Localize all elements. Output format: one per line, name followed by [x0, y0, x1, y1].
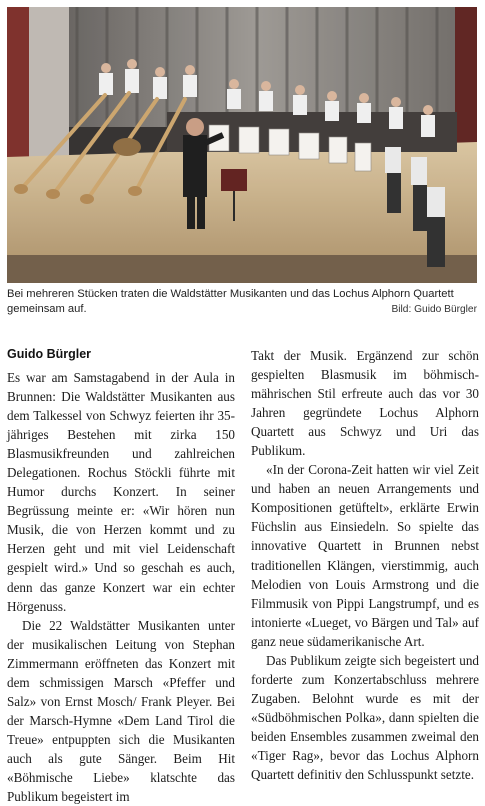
- paragraph: «In der Corona-Zeit hatten wir viel Zeit und haben an neuen Arrangements und Kompositionen getüftelt», erklärte Erwin Füchslin aus Einsiedeln. So spielte das innovative Quartett in Brunnen nebst traditionellen Klängen, vierstimmig, auch Melodien von Louis Armstrong und die Filmmusik von Pippi Langstrumpf, und es intonierte «Lueget, vo Bärgen und Tal» auf ganz neue südamerikanische Art.: [251, 462, 479, 649]
- caption-text: Bei mehreren Stücken traten die Waldstätter Musikanten und das Lochus Alphorn Quartett gemeinsam auf.: [7, 288, 454, 315]
- concert-photo-illustration: [7, 7, 477, 283]
- article-column-right: [251, 346, 479, 784]
- paragraph: Die 22 Waldstätter Musikanten unter der musikalischen Leitung von Stephan Zimmermann eröffneten das Konzert mit dem schmissigen Marsch «Pfeffer und Salz» von Ernst Mosch/ Frank Pleyer. Bei der Marsch-Hymne «Dem Land Tirol die Treue» entpuppten sich die Musikanten auch als gute Sänger. Beim Hit «Böhmische Liebe» klatschte das Publikum begeistert im: [7, 617, 235, 805]
- photo-credit: Bild: Guido Bürgler: [391, 304, 477, 315]
- concert-photo: [7, 7, 477, 283]
- author-name: Guido Bürgler: [7, 347, 92, 361]
- paragraph: Es war am Samstagabend in der Aula in Brunnen: Die Waldstätter Musikanten aus dem Talkessel von Schwyz feierten ihr 35-jähriges Bestehen mit zirka 150 Blasmusikfreunden und zahlreichen Delegationen. Rochus Stöckli führte mit Humor durchs Konzert. In seiner Begrüssung meinte er: «Wir hören nun Musik, die von Herzen kommt und zu Herzen geht und mit viel Leidenschaft gespielt wird.» Und so geschah es auch, denn das ganze Konzert war ein echter Hörgenuss.: [7, 370, 235, 614]
- article-column-left: [7, 346, 235, 806]
- paragraph: Das Publikum zeigte sich begeistert und forderte zum Konzertabschluss mehrere Zugaben. Belohnt wurde es mit der «Südböhmischen Polka», dann spielten die beiden Ensembles zusammen zweimal den «Tiger Rag», bevor das Lochus Alphorn Quartett definitiv den Schlusspunkt setzte.: [251, 652, 479, 783]
- photo-caption: [7, 287, 477, 317]
- paragraph: Takt der Musik. Ergänzend zur schön gespielten Blasmusik im böhmisch-mährischen Stil erfreute auch das vor 30 Jahren gegründete Lochus Alphorn Quartett aus Schwyz und Uri das Publikum.: [251, 348, 479, 459]
